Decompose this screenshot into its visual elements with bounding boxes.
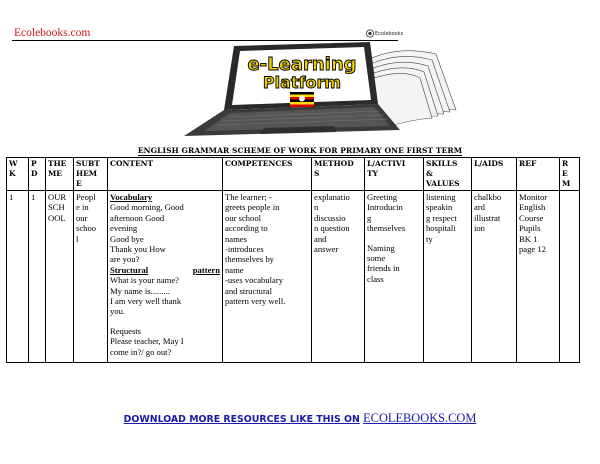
banner-line2: Platform [262, 73, 342, 92]
document-title [0, 146, 600, 155]
cell-competences: The learner; - greets people in our school according to names -introduces themselves by name -uses vocabulary and structural pattern very well. [223, 191, 312, 363]
structural-word: Structural [110, 264, 149, 275]
structural-line: you. [110, 306, 126, 317]
table-header-row [7, 158, 580, 191]
requests-heading: Requests [110, 325, 142, 336]
cell-activity [365, 191, 424, 363]
vocab-line: Thank you How [110, 244, 166, 255]
structural-line: I am very well thank [110, 296, 182, 307]
activity-group: Naming some friends in class [367, 242, 400, 284]
vocab-line: afternoon Good [110, 212, 165, 223]
uganda-flag-icon [290, 92, 314, 107]
footer-lead-text: DOWNLOAD MORE RESOURCES LIKE THIS ON [123, 414, 360, 425]
cell-methods: explanatio n discussio n question and answer [312, 191, 365, 363]
col-methods: METHOD S [312, 158, 365, 191]
requests-line: Please teacher, May I [110, 336, 184, 347]
footer-brand-link[interactable]: ECOLEBOOKS.COM [363, 411, 477, 425]
vocab-line: Good bye [110, 233, 144, 244]
structural-line: What is your name? [110, 275, 179, 286]
cell-aids: chalkbo ard illustrat ion [472, 191, 517, 363]
cell-content [108, 191, 223, 363]
cell-theme: OUR SCH OOL [46, 191, 74, 363]
spacer [110, 317, 220, 326]
footer-download-banner[interactable] [0, 411, 600, 426]
table-row [7, 191, 580, 363]
cell-pd: 1 [29, 191, 46, 363]
col-subtheme: SUBT HEM E [74, 158, 108, 191]
col-wk: W K [7, 158, 29, 191]
vocab-line: Good morning, Good [110, 202, 184, 213]
vocab-line: are you? [110, 254, 140, 265]
elearning-banner [164, 40, 464, 136]
col-theme: THE ME [46, 158, 74, 191]
banner-line1: e-Learning [247, 54, 357, 75]
cell-wk: 1 [7, 191, 29, 363]
scheme-table [6, 157, 580, 363]
col-pd: P D [29, 158, 46, 191]
cell-rem [560, 191, 580, 363]
col-aids: L/AIDS [472, 158, 517, 191]
col-ref: REF [517, 158, 560, 191]
col-skills: SKILLS & VALUES [424, 158, 472, 191]
col-rem: R E M [560, 158, 580, 191]
ecolebooks-logo-text: Ecolebooks [375, 31, 404, 38]
cell-ref: Monitor English Course Pupils BK 1 page 12 [517, 191, 560, 363]
requests-line: come in?/ go out? [110, 346, 172, 357]
structural-line: My name is......... [110, 285, 170, 296]
document-title-text: ENGLISH GRAMMAR SCHEME OF WORK FOR PRIMARY ONE FIRST TERM [137, 146, 463, 155]
spacer [367, 234, 421, 243]
pattern-word: pattern [192, 264, 220, 275]
vocab-line: evening [110, 223, 138, 234]
activity-group: Greeting Introducin g themselves [367, 192, 406, 234]
vocabulary-heading: Vocabulary [110, 192, 153, 202]
cell-skills: listening speakin g respect hospitali ty [424, 191, 472, 363]
col-competences: COMPETENCES [223, 158, 312, 191]
site-link[interactable]: Ecolebooks.com [14, 27, 91, 39]
structural-pattern-heading [110, 265, 220, 275]
ecolebooks-logo [366, 29, 404, 38]
cell-subtheme: Peopl e in our schoo l [74, 191, 108, 363]
col-activity: L/ACTIVI TY [365, 158, 424, 191]
col-content: CONTENT [108, 158, 223, 191]
